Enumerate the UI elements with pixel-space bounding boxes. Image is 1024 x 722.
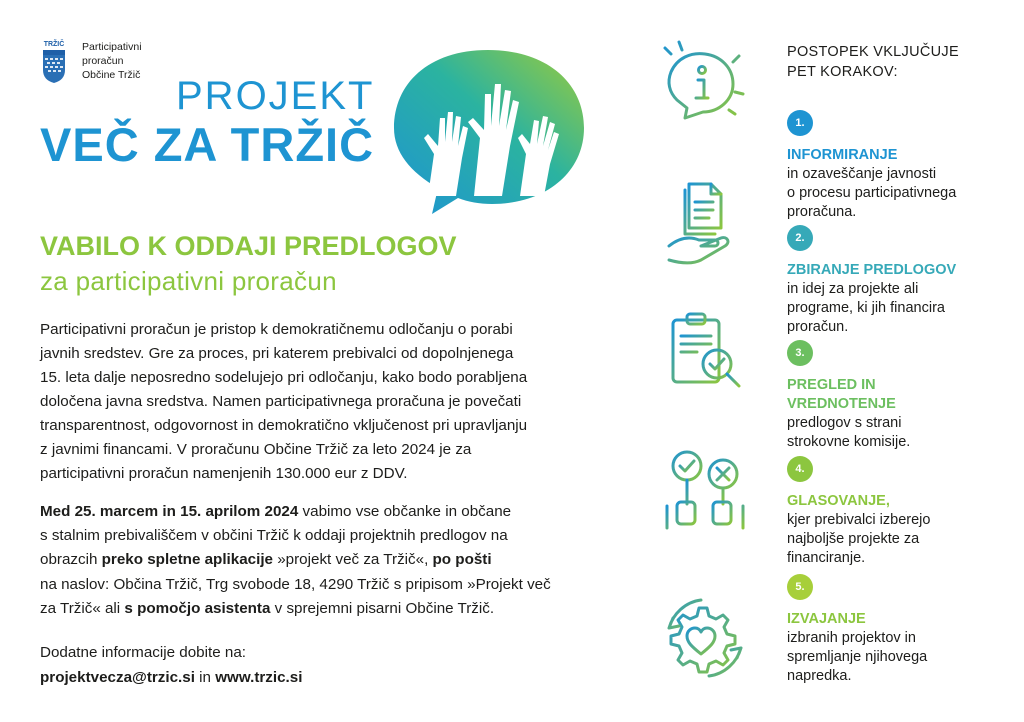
step-3 bbox=[787, 340, 1017, 452]
step-desc-line: kjer prebivalci izberejo bbox=[787, 512, 931, 528]
headline-line1: PROJEKT bbox=[176, 74, 375, 118]
step-desc-line: financiranje. bbox=[787, 550, 866, 566]
call-text: s stalnim prebivališčem v občini Tržič k oddaji projektnih predlogov na bbox=[40, 527, 508, 545]
step-5 bbox=[787, 574, 1017, 686]
intro-line: z javnimi financami. V proračunu Občine Tržič za leto 2024 je za bbox=[40, 441, 472, 458]
step-4 bbox=[787, 456, 1017, 568]
call-text: »projekt več za Tržič«, bbox=[273, 551, 433, 569]
steps-title-line: POSTOPEK VKLJUČUJE bbox=[787, 44, 959, 60]
vote-signs-icon bbox=[655, 440, 755, 540]
call-text: na naslov: Občina Tržič, Trg svobode 18, 4290 Tržič s pripisom »Projekt več bbox=[40, 575, 551, 593]
contact-block bbox=[40, 640, 302, 690]
step-desc-line: proračun. bbox=[787, 319, 849, 335]
call-assistant: s pomočjo asistenta bbox=[124, 599, 271, 617]
call-text: obrazcih bbox=[40, 551, 102, 569]
step-desc-line: predlogov s strani bbox=[787, 415, 902, 431]
intro-line: javnih sredstev. Gre za proces, pri katerem prebivalci od dopolnjenega bbox=[40, 345, 514, 362]
org-line: Občine Tržič bbox=[82, 69, 141, 81]
intro-line: participativni proračun namenjenih 130.000 eur z DDV. bbox=[40, 465, 408, 482]
step-desc-line: o procesu participativnega bbox=[787, 185, 957, 201]
clipboard-check-icon bbox=[655, 306, 755, 406]
step-title: IZVAJANJE bbox=[787, 611, 866, 627]
call-text: v sprejemni pisarni Občine Tržič. bbox=[270, 599, 495, 617]
step-desc-line: proračuna. bbox=[787, 204, 857, 220]
step-title-line: VREDNOTENJE bbox=[787, 396, 896, 412]
step-desc-line: in idej za projekte ali bbox=[787, 281, 919, 297]
svg-text:TRŽIČ: TRŽIČ bbox=[43, 41, 65, 48]
step-1 bbox=[787, 110, 1017, 222]
org-name bbox=[82, 40, 182, 82]
step-number: 3. bbox=[787, 340, 813, 366]
website-link[interactable]: www.trzic.si bbox=[215, 669, 303, 686]
steps-title-line: PET KORAKOV: bbox=[787, 64, 898, 80]
hand-document-icon bbox=[655, 172, 755, 272]
invite-title: VABILO K ODDAJI PREDLOGOV bbox=[40, 231, 457, 261]
contact-intro: Dodatne informacije dobite na: bbox=[40, 644, 247, 661]
step-title: INFORMIRANJE bbox=[787, 147, 898, 163]
call-text: vabimo vse občanke in občane bbox=[298, 503, 512, 520]
step-2 bbox=[787, 225, 1017, 337]
org-line: proračun bbox=[82, 55, 124, 67]
intro-line: določena javna sredstva. Namen participativnega proračuna je povečati bbox=[40, 393, 522, 410]
intro-paragraph bbox=[40, 318, 630, 486]
call-dates: Med 25. marcem in 15. aprilom 2024 bbox=[40, 503, 299, 520]
step-desc-line: spremljanje njihovega bbox=[787, 649, 928, 665]
gear-heart-icon bbox=[655, 588, 755, 688]
headline-line2: VEČ ZA TRŽIČ bbox=[40, 118, 375, 171]
email-link[interactable]: projektvecza@trzic.si bbox=[40, 669, 195, 686]
step-desc-line: napredka. bbox=[787, 668, 852, 684]
step-number: 5. bbox=[787, 574, 813, 600]
step-desc-line: izbranih projektov in bbox=[787, 630, 916, 646]
call-paragraph bbox=[40, 500, 630, 621]
call-post: po pošti bbox=[432, 551, 492, 569]
step-desc-line: in ozaveščanje javnosti bbox=[787, 166, 937, 182]
step-number: 2. bbox=[787, 225, 813, 251]
step-title: ZBIRANJE PREDLOGOV bbox=[787, 262, 957, 278]
step-title: GLASOVANJE bbox=[787, 493, 886, 509]
call-text: za Tržič« ali bbox=[40, 599, 125, 617]
step-number: 1. bbox=[787, 110, 813, 136]
intro-line: 15. leta dalje neposredno sodelujejo pri odločanju, kako bodo porabljena bbox=[40, 369, 528, 386]
step-desc-line: programe, ki jih financira bbox=[787, 300, 945, 316]
org-line: Participativni bbox=[82, 41, 142, 53]
step-number: 4. bbox=[787, 456, 813, 482]
info-bubble-icon bbox=[655, 38, 755, 138]
steps-title bbox=[787, 42, 959, 82]
call-online: preko spletne aplikacije bbox=[101, 551, 273, 569]
intro-line: transparentnost, odgovornost in demokratično vključenost pri upravljanju bbox=[40, 417, 528, 434]
intro-line: Participativni proračun je pristop k demokratičnemu odločanju o porabi bbox=[40, 321, 513, 338]
invite-subtitle: za participativni proračun bbox=[40, 266, 337, 296]
step-title-line: PREGLED IN bbox=[787, 377, 876, 393]
step-desc-line: strokovne komisije. bbox=[787, 434, 911, 450]
raised-hands-bubble-icon bbox=[388, 46, 588, 216]
contact-joiner: in bbox=[194, 669, 216, 686]
step-title-suffix: , bbox=[885, 493, 890, 509]
trzic-crest-icon bbox=[40, 38, 68, 84]
step-desc-line: najboljše projekte za bbox=[787, 531, 920, 547]
